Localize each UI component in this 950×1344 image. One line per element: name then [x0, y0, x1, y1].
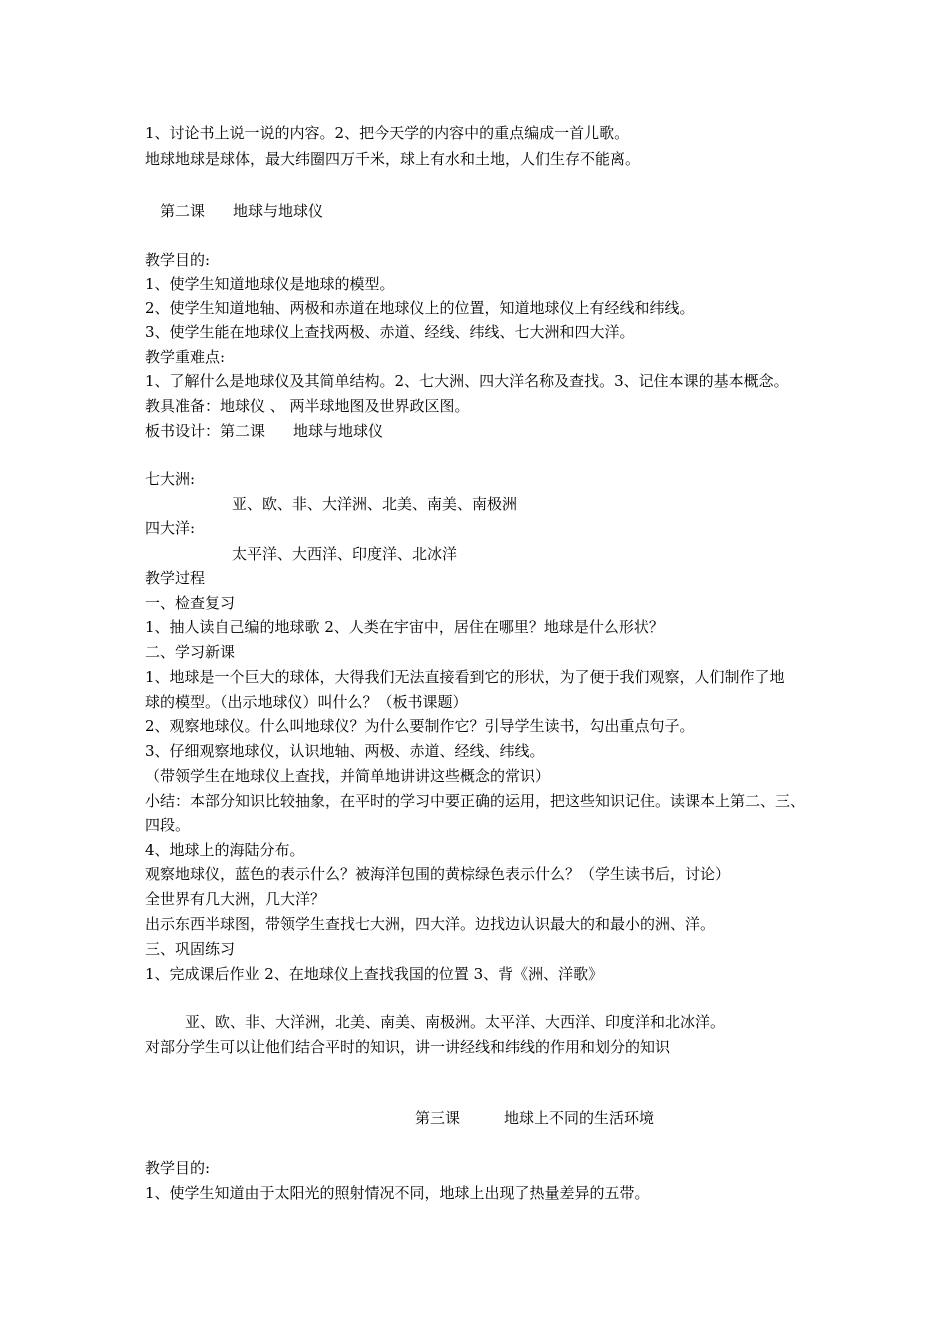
lesson2-number: 第二课	[160, 202, 206, 220]
review-item: 1、抽人读自己编的地球歌 2、人类在宇宙中，居住在哪里？地球是什么形状？	[145, 618, 664, 636]
objective-item: 3、使学生能在地球仪上查找两极、赤道、经线、纬线、七大洲和四大洋。	[145, 323, 635, 341]
key-points: 1、了解什么是地球仪及其简单结构。2、七大洲、四大洋名称及查找。3、记住本课的基本概念。	[145, 372, 789, 390]
continents-label: 七大洲:	[145, 470, 196, 488]
continents-oceans-song: 亚、欧、非、大洋洲，北美、南美、南极洲。太平洋、大西洋、印度洋和北冰洋。	[185, 1013, 726, 1031]
materials: 教具准备：地球仪 、 两半球地图及世界政区图。	[145, 397, 470, 415]
lesson3-objectives-heading: 教学目的:	[145, 1159, 211, 1177]
objectives-heading: 教学目的:	[145, 251, 211, 269]
map-line: 出示东西半球图，带领学生查找七大洲，四大洋。边找边认识最大的和最小的洲、洋。	[145, 915, 716, 933]
practice-heading: 三、巩固练习	[145, 940, 236, 958]
new-lesson-item-1b: 球的模型。（出示地球仪）叫什么？（板书课题）	[145, 693, 468, 711]
continents-list: 亚、欧、非、大洋洲、北美、南美、南极洲	[232, 495, 518, 513]
lesson3-number: 第三课	[415, 1109, 461, 1127]
observe-line: 观察地球仪，蓝色的表示什么？被海洋包围的黄棕绿色表示什么？（学生读书后，讨论）	[145, 865, 731, 883]
practice-item: 1、完成课后作业 2、在地球仪上查找我国的位置 3、背《洲、洋歌》	[145, 965, 604, 983]
extension-line: 对部分学生可以让他们结合平时的知识，讲一讲经线和纬线的作用和划分的知识	[145, 1038, 671, 1056]
oceans-list: 太平洋、大西洋、印度洋、北冰洋	[232, 545, 458, 563]
new-lesson-heading: 二、学习新课	[145, 643, 236, 661]
new-lesson-item-3-note: （带领学生在地球仪上查找，并简单地讲讲这些概念的常识）	[145, 767, 551, 785]
discussion-line: 1、讨论书上说一说的内容。2、把今天学的内容中的重点编成一首儿歌。	[145, 124, 630, 142]
objective-item: 2、使学生知道地轴、两极和赤道在地球仪上的位置，知道地球仪上有经线和纬线。	[145, 299, 695, 317]
summary-line-a: 小结：本部分知识比较抽象，在平时的学习中要正确的运用，把这些知识记住。读课本上第二、三、	[145, 792, 806, 810]
lesson3-objective-item: 1、使学生知道由于太阳光的照射情况不同，地球上出现了热量差异的五带。	[145, 1184, 650, 1202]
process-heading: 教学过程	[145, 569, 206, 587]
lesson3-heading	[415, 1108, 654, 1128]
oceans-label: 四大洋:	[145, 519, 196, 537]
key-points-heading: 教学重难点:	[145, 348, 226, 366]
new-lesson-item-3: 3、仔细观察地球仪，认识地轴、两极、赤道、经线、纬线。	[145, 742, 545, 760]
objective-item: 1、使学生知道地球仪是地球的模型。	[145, 275, 395, 293]
lesson2-title: 地球与地球仪	[233, 202, 324, 220]
board-design-title: 地球与地球仪	[293, 422, 384, 440]
new-lesson-item-1a: 1、地球是一个巨大的球体，大得我们无法直接看到它的形状，为了便于我们观察，人们制作了地	[145, 668, 785, 686]
board-design-label: 板书设计：第二课	[145, 422, 266, 440]
earth-song-line: 地球地球是球体，最大纬圈四万千米，球上有水和土地，人们生存不能离。	[145, 150, 641, 168]
review-heading: 一、检查复习	[145, 594, 236, 612]
lesson2-heading	[160, 201, 323, 221]
board-design	[145, 421, 383, 441]
new-lesson-item-4: 4、地球上的海陆分布。	[145, 841, 305, 859]
summary-line-b: 四段。	[145, 816, 191, 834]
lesson3-title: 地球上不同的生活环境	[504, 1109, 655, 1127]
question-line: 全世界有几大洲，几大洋？	[145, 890, 326, 908]
new-lesson-item-2: 2、观察地球仪。什么叫地球仪？为什么要制作它？引导学生读书，勾出重点句子。	[145, 717, 695, 735]
